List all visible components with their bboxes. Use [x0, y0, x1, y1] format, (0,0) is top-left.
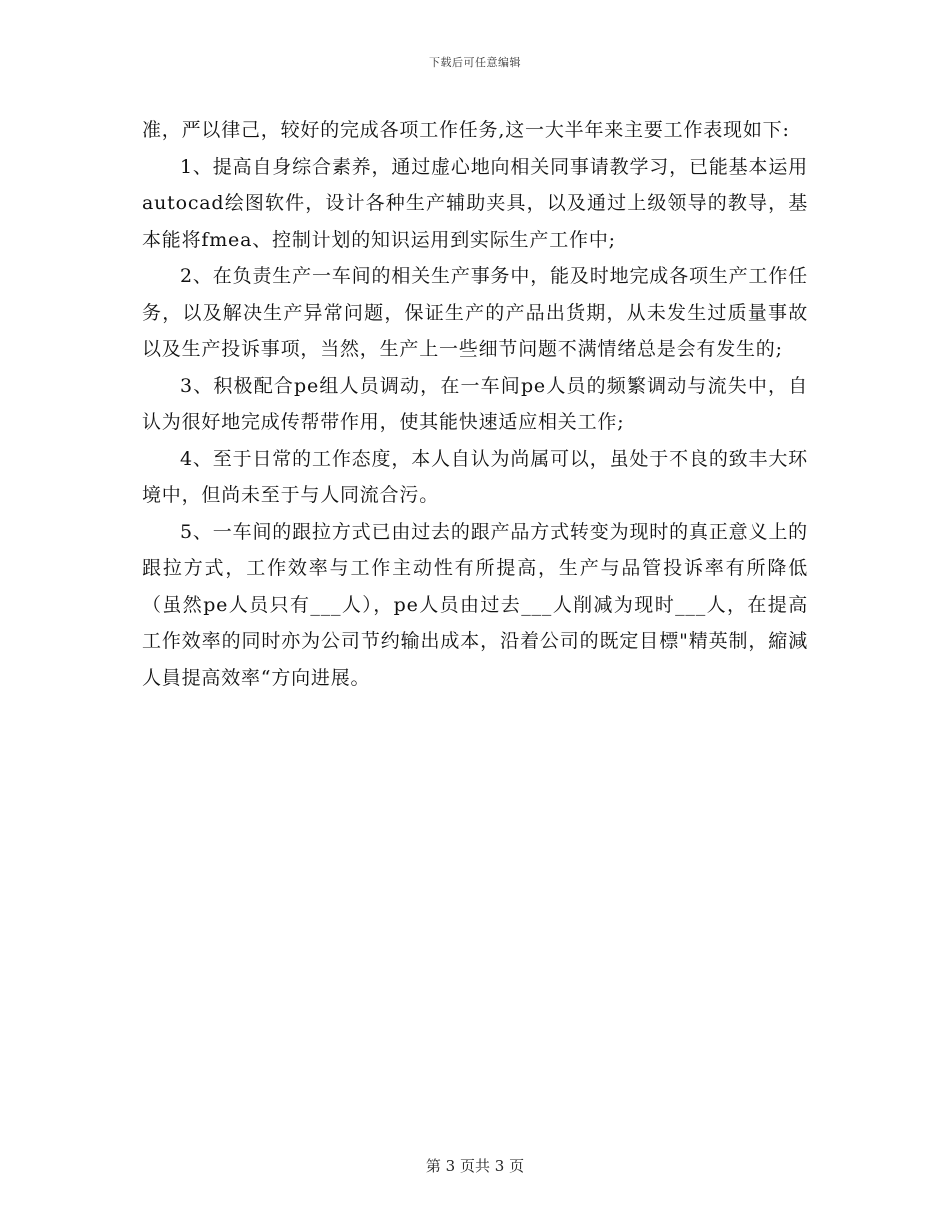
page-footer: 第 3 页共 3 页: [425, 1157, 525, 1175]
paragraph-intro: 准，严以律己，较好的完成各项工作任务,这一大半年来主要工作表现如下:: [142, 119, 790, 141]
paragraph-item-1: 1、提高自身综合素养，通过虚心地向相关同事请教学习，已能基本运用autocad绘图软件，设计各种生产辅助夹具，以及通过上级领导的教导，基本能将fmea、控制计划的知识运用到实际生产工作中;: [142, 155, 808, 251]
paragraph-item-5: 5、一车间的跟拉方式已由过去的跟产品方式转变为现时的真正意义上的跟拉方式，工作效率与工作主动性有所提高，生产与品管投诉率有所降低（虽然pe人员只有___人），pe人员由过去___人削减为现时___人，在提高工作效率的同时亦为公司节约输出成本，沿着公司的既定目標"精英制，縮減人員提高效率“方向进展。: [142, 520, 808, 689]
paragraph-item-4: 4、至于日常的工作态度，本人自认为尚属可以，虽处于不良的致丰大环境中，但尚未至于与人同流合污。: [142, 447, 808, 506]
page-header: 下载后可任意编辑: [429, 56, 521, 69]
paragraph-item-3: 3、积极配合pe组人员调动，在一车间pe人员的频繁调动与流失中，自认为很好地完成传帮带作用，使其能快速适应相关工作;: [142, 374, 808, 433]
document-body: [142, 112, 808, 696]
paragraph-item-2: 2、在负责生产一车间的相关生产事务中，能及时地完成各项生产工作任务，以及解决生产异常问题，保证生产的产品出货期，从未发生过质量事故以及生产投诉事项，当然，生产上一些细节问题不满情绪总是会有发生的;: [142, 265, 808, 360]
